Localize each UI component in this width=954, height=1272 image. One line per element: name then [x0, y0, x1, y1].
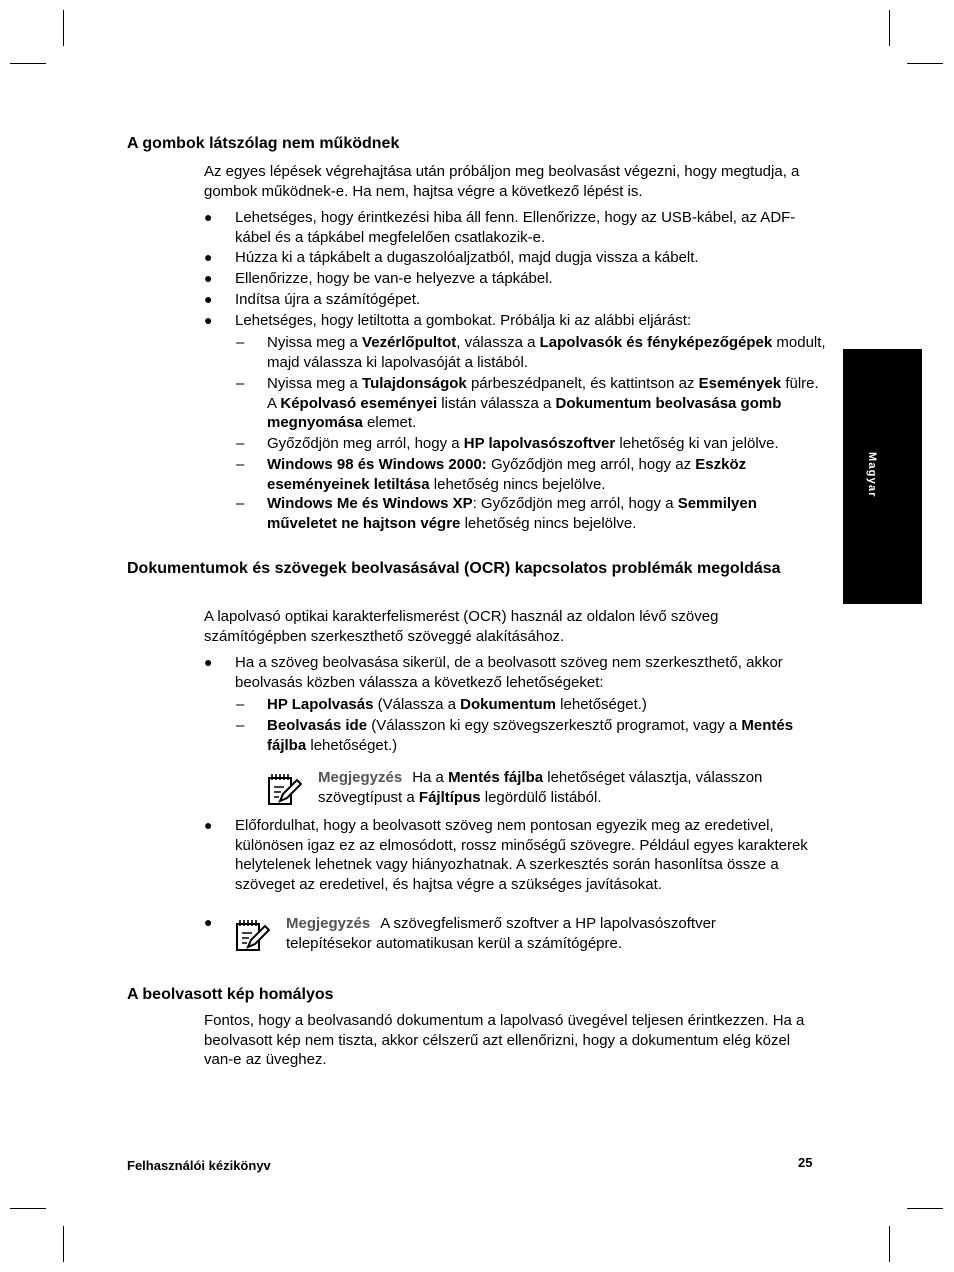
- crop-mark: [63, 10, 64, 46]
- crop-mark: [907, 1208, 943, 1209]
- list-item: Előfordulhat, hogy a beolvasott szöveg nem pontosan egyezik meg az eredetivel, különösen igaz ez az elmosódott, rossz minőségű szövegre. Például egyes karakterek helytelenek lehetnek vagy hiányozhatnak. A szerkesztés során hasonlítsa össze a szöveget az eredetivel, és hajtsa végre a szükséges javításokat.: [235, 817, 808, 893]
- note-2-text: A szövegfelismerő szoftver a HP lapolvasószoftver telepítésekor automatikusan kerül a számítógépre.: [286, 915, 716, 952]
- crop-mark: [63, 1226, 64, 1262]
- sub-list-item: Windows Me és Windows XP: Győződjön meg arról, hogy a Semmilyen műveletet ne hajtson végre lehetőség nincs bejelölve.: [267, 495, 757, 532]
- bold-term: Windows Me és Windows XP: [267, 495, 473, 512]
- dash-marker: –: [236, 456, 245, 473]
- sub-list-item: Győződjön meg arról, hogy a HP lapolvasószoftver lehetőség ki van jelölve.: [267, 435, 779, 452]
- note-1: [318, 768, 818, 807]
- list-item: Ha a szöveg beolvasása sikerül, de a beolvasott szöveg nem szerkeszthető, akkor beolvasás közben válassza a következő lehetőségeket:: [235, 654, 783, 691]
- sub-list-item: Nyissa meg a Vezérlőpultot, válassza a Lapolvasók és fényképezőgépek modult, majd válassza ki lapolvasóját a listából.: [267, 334, 826, 371]
- dash-marker: –: [236, 717, 245, 734]
- crop-mark: [10, 1208, 46, 1209]
- language-tab: [843, 349, 922, 604]
- section-heading: Dokumentumok és szövegek beolvasásával (OCR) kapcsolatos problémák megoldása: [127, 560, 781, 577]
- bold-term: Vezérlőpultot: [362, 334, 457, 351]
- sub-list-item: Nyissa meg a Tulajdonságok párbeszédpanelt, és kattintson az Események fülre. A Képolvasó eseményei listán válassza a Dokumentum beolvasása gomb megnyomása elemet.: [267, 375, 819, 431]
- page-number: 25: [798, 1155, 813, 1170]
- bullet-dot: ●: [204, 249, 213, 265]
- dash-marker: –: [236, 375, 245, 392]
- dash-marker: –: [236, 334, 245, 351]
- bold-term: HP Lapolvasás: [267, 696, 374, 713]
- bold-term: Windows 98 és Windows 2000:: [267, 456, 487, 473]
- bold-term: Fájltípus: [418, 788, 481, 806]
- bullet-dot: ●: [204, 270, 213, 286]
- dash-marker: –: [236, 435, 245, 452]
- crop-mark: [889, 10, 890, 46]
- list-item: Lehetséges, hogy letiltotta a gombokat. Próbálja ki az alábbi eljárást:: [235, 312, 692, 329]
- bold-term: Eszköz eseményeinek letiltása: [267, 456, 747, 493]
- bullet-dot: ●: [204, 209, 213, 225]
- crop-mark: [907, 63, 943, 64]
- list-item: Lehetséges, hogy érintkezési hiba áll fenn. Ellenőrizze, hogy az USB-kábel, az ADF-kábel és a tápkábel megfelelően csatlakozik-e.: [235, 209, 796, 246]
- bullet-dot: ●: [204, 654, 213, 670]
- note-pencil-icon: [266, 771, 302, 807]
- sub-list-item: HP Lapolvasás (Válassza a Dokumentum lehetőséget.): [267, 696, 647, 713]
- bold-term: Tulajdonságok: [362, 375, 467, 392]
- list-item: Húzza ki a tápkábelt a dugaszolóaljzatból, majd dugja vissza a kábelt.: [235, 249, 699, 266]
- bold-term: Mentés fájlba: [448, 769, 544, 786]
- dash-marker: –: [236, 696, 245, 713]
- bullet-dot: ●: [204, 312, 213, 328]
- bold-term: Dokumentum: [460, 696, 557, 713]
- crop-mark: [889, 1226, 890, 1262]
- bullet-dot: ●: [204, 914, 213, 930]
- note-2: [286, 914, 766, 953]
- bullet-dot: ●: [204, 817, 213, 833]
- language-tab-label: Magyar: [866, 452, 878, 498]
- bold-term: Dokumentum beolvasása gomb megnyomása: [267, 394, 782, 431]
- sub-list-item: Beolvasás ide (Válasszon ki egy szövegszerkesztő programot, vagy a Mentés fájlba lehetőséget.): [267, 717, 794, 754]
- footer-title: Felhasználói kézikönyv: [127, 1158, 271, 1173]
- bullet-dot: ●: [204, 291, 213, 307]
- note-label: Megjegyzés: [318, 769, 403, 786]
- sub-list-item: Windows 98 és Windows 2000: Győződjön meg arról, hogy az Eszköz eseményeinek letiltása lehetőség nincs bejelölve.: [267, 456, 747, 493]
- note-1-text: Ha a Mentés fájlba lehetőséget választja, válasszon szövegtípust a Fájltípus legördülő listából.: [318, 769, 763, 806]
- bold-term: Beolvasás ide: [267, 717, 368, 734]
- section-intro: Fontos, hogy a beolvasandó dokumentum a lapolvasó üvegével teljesen érintkezzen. Ha a beolvasott kép nem tiszta, akkor célszerű azt ellenőrizni, hogy a dokumentum elég közel van-e az üveghez.: [204, 1012, 805, 1068]
- section-intro: Az egyes lépések végrehajtása után próbáljon meg beolvasást végezni, hogy megtudja, a gombok működnek-e. Ha nem, hajtsa végre a következő lépést is.: [204, 163, 800, 200]
- note-label: Megjegyzés: [286, 915, 371, 932]
- section-heading: A beolvasott kép homályos: [127, 986, 334, 1003]
- bold-term: Képolvasó eseményei: [280, 394, 438, 412]
- bold-term: Mentés fájlba: [267, 717, 794, 754]
- bold-term: HP lapolvasószoftver: [463, 435, 616, 452]
- note-pencil-icon: [234, 917, 270, 953]
- bold-term: Semmilyen műveletet ne hajtson végre: [267, 495, 757, 532]
- bold-term: Események: [698, 375, 782, 392]
- list-item: Indítsa újra a számítógépet.: [235, 291, 421, 308]
- list-item: Ellenőrizze, hogy be van-e helyezve a tápkábel.: [235, 270, 553, 287]
- section-heading: A gombok látszólag nem működnek: [127, 135, 400, 152]
- crop-mark: [10, 63, 46, 64]
- bold-term: Lapolvasók és fényképezőgépek: [539, 334, 773, 351]
- section-intro: A lapolvasó optikai karakterfelismerést (OCR) használ az oldalon lévő szöveg számítógépben szerkeszthető szöveggé alakításához.: [204, 608, 719, 645]
- dash-marker: –: [236, 495, 245, 512]
